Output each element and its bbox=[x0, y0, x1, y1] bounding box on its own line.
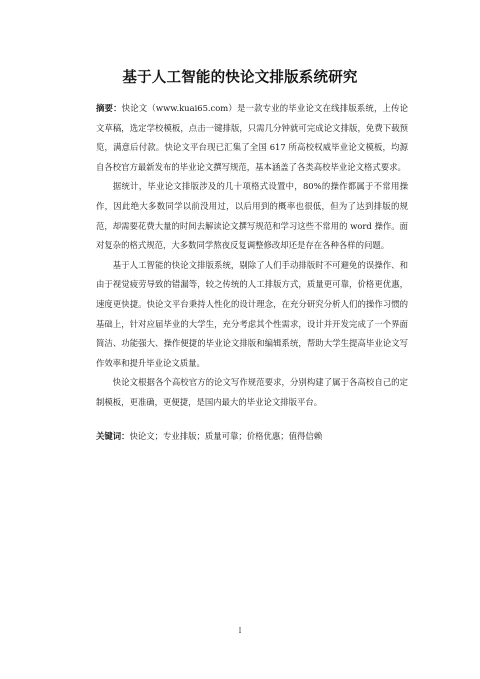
keywords-line bbox=[96, 427, 408, 447]
abstract-paragraph-2: 据统计，毕业论文排版涉及的几十项格式设置中，80%的操作都属于不常用操作，因此绝大多数同学以前没用过，以后用到的概率也很低，但为了达到排版的规范，却需要花费大量的时间去解读论文撰写规范和学习这些不常用的 word 操作。面对复杂的格式规范，大多数同学熬夜反复调整修改却还是存在各种各样的问题。 bbox=[96, 181, 408, 251]
abstract-paragraph-4: 快论文根据各个高校官方的论文写作规范要求，分别构建了属于各高校自己的定制模板，更准确，更便捷，是国内最大的毕业论文排版平台。 bbox=[96, 377, 408, 407]
paper-title: 基于人工智能的快论文排版系统研究 bbox=[122, 70, 358, 86]
abstract-section bbox=[96, 99, 408, 446]
page-number: I bbox=[238, 627, 242, 635]
abstract-paragraph-1-text: 快论文（www.kuai65.com）是一款专业的毕业论文在线排版系统，上传论文草稿，选定学校模板，点击一键排版，只需几分钟就可完成论文排版，免费下载预览，满意后付款。快论文平台现已汇集了全国 617 所高校权威毕业论文模板，均源自各校官方最新发布的毕业论文撰写规范，基本涵盖了各类高校毕业论文格式要求。 bbox=[96, 103, 408, 172]
keywords-text: 快论文；专业排版；质量可靠；价格优惠；值得信赖 bbox=[129, 430, 323, 441]
abstract-paragraph-1 bbox=[96, 99, 408, 177]
abstract-paragraph-3: 基于人工智能的快论文排版系统，剔除了人们手动排版时不可避免的误操作、和由于视觉疲劳导致的错漏等，较之传统的人工排版方式，质量更可靠，价格更优惠，速度更快捷。快论文平台秉持人性化的设计理念，在充分研究分析人们的操作习惯的基础上，针对应届毕业的大学生，充分考虑其个性需求，设计并开发完成了一个界面简洁、功能强大、操作便捷的毕业论文排版和编辑系统，帮助大学生提高毕业论文写作效率和提升毕业论文质量。 bbox=[96, 259, 408, 368]
keywords-label: 关键词： bbox=[96, 430, 130, 441]
abstract-label: 摘要： bbox=[96, 103, 122, 113]
